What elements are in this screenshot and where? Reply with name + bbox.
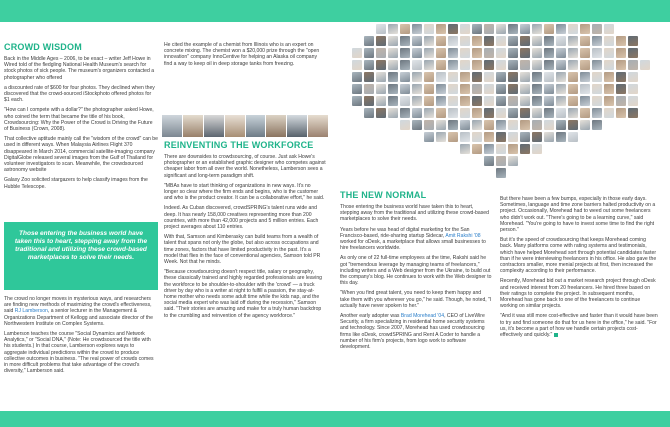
portrait-tile — [376, 24, 386, 34]
portrait-tile — [532, 72, 542, 82]
portrait-tile — [568, 36, 578, 46]
portrait-tile — [484, 48, 494, 58]
portrait-tile — [484, 24, 494, 34]
portrait-tile — [508, 156, 518, 166]
portrait-tile — [520, 48, 530, 58]
portrait-tile — [412, 36, 422, 46]
portrait-tile — [364, 96, 374, 106]
portrait-tile — [424, 36, 434, 46]
portrait-tile — [460, 36, 470, 46]
portrait-tile — [580, 72, 590, 82]
column-4 — [500, 196, 658, 342]
portrait-tile — [604, 72, 614, 82]
portrait-tile — [508, 84, 518, 94]
bottom-color-band — [0, 411, 670, 427]
paragraph: a discounted rate of $600 for four photos. They declined when they discovered that the crowd-sourced iStockphoto offered photos for $1 each. — [4, 84, 155, 104]
portrait-tile — [616, 96, 626, 106]
portrait-tile — [496, 48, 506, 58]
paragraph: The crowd no longer moves in mysterious ways, and researchers are finding new methods of maximizing the crowd's effectiveness, said RJ Lamberson, a senior lecturer in the Management & Organizations Department of Kellogg and associate director of the Northwestern Institute on Complex Systems. — [4, 296, 153, 327]
link-amit-rakshi[interactable]: Amit Rakshi '08 — [445, 232, 481, 239]
portrait-tile — [568, 24, 578, 34]
portrait-tile — [400, 72, 410, 82]
portrait-tile — [508, 144, 518, 154]
portrait-tile — [448, 96, 458, 106]
portrait-tile — [484, 96, 494, 106]
paragraph: There are downsides to crowdsourcing, of course. Just ask Howe's photographer or an established graphic designer who competes against cheaper labor from all over the world. Nonetheless, Lamberson sees a significant and long-term paradigm shift. — [164, 154, 326, 179]
portrait-tile — [568, 72, 578, 82]
portrait-tile — [424, 60, 434, 70]
portrait-tile — [580, 120, 590, 130]
portrait-tile — [412, 72, 422, 82]
portrait-tile — [520, 24, 530, 34]
portrait-tile — [388, 108, 398, 118]
portrait-tile — [604, 96, 614, 106]
link-brad-morehead[interactable]: Brad Morehead '04 — [400, 313, 445, 320]
portrait-tile — [352, 48, 362, 58]
portrait-tile — [568, 84, 578, 94]
portrait-tile — [352, 96, 362, 106]
portrait-tile — [388, 36, 398, 46]
portrait-tile — [424, 120, 434, 130]
paragraph: "How can I compete with a dollar?" the photographer asked Howe, who coined the term that became the title of his book, Crowdsourcing: Why the Power of the Crowd is Driving the Future of Business (Crown, 2008). — [4, 107, 154, 133]
top-color-band — [0, 0, 670, 22]
portrait-tile — [520, 96, 530, 106]
portrait-tile — [460, 108, 470, 118]
portrait-tile — [460, 132, 470, 142]
portrait-tile — [532, 96, 542, 106]
portrait-tile — [580, 84, 590, 94]
paragraph: "And it was still more cost-effective and faster than it would have been to try and find someone do that for us here in the office," he said. "For us, it's become a part of how we handle certain projects cost-effectively and quickly." — [500, 313, 658, 339]
portrait-tile — [604, 108, 614, 118]
portrait-tile — [412, 24, 422, 34]
portrait-tile — [508, 132, 518, 142]
paragraph: Years before he was head of digital marketing for the San Francisco-based, ride-sharing startup Sidecar, Amit Rakshi '08 worked for oDesk, a marketplace that allows small businesses to hire freelancers worldwide. — [340, 226, 486, 252]
photo — [162, 115, 182, 137]
portrait-tile — [496, 60, 506, 70]
portrait-tile — [532, 144, 542, 154]
portrait-tile — [412, 48, 422, 58]
portrait-tile — [412, 84, 422, 94]
portrait-tile — [616, 72, 626, 82]
portrait-tile — [568, 132, 578, 142]
portrait-tile — [508, 96, 518, 106]
link-rj-lamberson[interactable]: RJ Lamberson — [14, 308, 48, 315]
portrait-tile — [460, 48, 470, 58]
portrait-tile — [448, 108, 458, 118]
portrait-tile — [484, 120, 494, 130]
portrait-tile — [556, 96, 566, 106]
portrait-tile — [472, 108, 482, 118]
portrait-tile — [592, 84, 602, 94]
column-2 — [164, 42, 326, 71]
portrait-tile — [556, 108, 566, 118]
portrait-tile — [412, 60, 422, 70]
portrait-tile — [544, 60, 554, 70]
portrait-tile — [520, 144, 530, 154]
portrait-tile — [376, 36, 386, 46]
portrait-tile — [484, 132, 494, 142]
portrait-tile — [448, 72, 458, 82]
portrait-tile — [532, 60, 542, 70]
portrait-tile — [532, 84, 542, 94]
portrait-tile — [544, 120, 554, 130]
column-2-continued — [164, 140, 326, 323]
portrait-tile — [556, 48, 566, 58]
portrait-tile — [544, 84, 554, 94]
heading-reinventing-workforce: REINVENTING THE WORKFORCE — [164, 140, 314, 150]
portrait-tile — [436, 132, 446, 142]
portrait-tile — [472, 84, 482, 94]
portrait-tile — [388, 48, 398, 58]
portrait-tile — [364, 72, 374, 82]
pull-quote — [4, 222, 158, 290]
portrait-tile — [352, 72, 362, 82]
portrait-tile — [508, 72, 518, 82]
paragraph: That collective aptitude mainly call the "wisdom of the crowd" can be used in different ways. When Malaysia Airlines Flight 370 disappeared in March 2014, commercial satellite-imaging company DigitalGlobe released several images from the Gulf of Thailand for volunteer investigators to scan. Meanwhile, the crowdsourced astronomy website — [4, 136, 158, 174]
portrait-tile — [496, 36, 506, 46]
portrait-tile — [520, 72, 530, 82]
portrait-tile — [472, 48, 482, 58]
portrait-tile — [364, 84, 374, 94]
portrait-tile — [460, 72, 470, 82]
portrait-tile — [448, 120, 458, 130]
column-1-continued — [4, 296, 158, 378]
portrait-tile — [628, 96, 638, 106]
column-3 — [340, 190, 492, 354]
portrait-tile — [400, 48, 410, 58]
portrait-tile — [484, 72, 494, 82]
paragraph: Recently, Morehead bid out a market research project through oDesk and received interest from 20 freelancers. He hired three based on their ratings to complete the project. In subsequent months, Morehead has gone back to one of the freelancers to continue working on similar projects. — [500, 278, 656, 310]
portrait-tile — [388, 24, 398, 34]
portrait-tile — [364, 60, 374, 70]
portrait-tile — [604, 36, 614, 46]
portrait-tile — [628, 72, 638, 82]
portrait-tile — [508, 60, 518, 70]
portrait-tile — [508, 120, 518, 130]
portrait-tile — [508, 24, 518, 34]
portrait-tile — [412, 120, 422, 130]
photo — [246, 115, 266, 137]
portrait-tile — [400, 36, 410, 46]
portrait-tile — [544, 48, 554, 58]
portrait-tile — [412, 96, 422, 106]
portrait-tile — [496, 156, 506, 166]
portrait-tile — [448, 24, 458, 34]
portrait-tile — [544, 36, 554, 46]
portrait-tile — [388, 96, 398, 106]
portrait-tile — [520, 84, 530, 94]
portrait-tile — [580, 108, 590, 118]
portrait-tile — [532, 48, 542, 58]
portrait-tile — [544, 72, 554, 82]
portrait-tile — [388, 60, 398, 70]
heart-photo-mosaic — [340, 24, 658, 189]
portrait-tile — [544, 108, 554, 118]
paragraph: Lamberson teaches the course "Social Dynamics and Network Analytics," or "Social DNA," (Note: He crowdsourced the title with his students.) In that course, Lamberson explores ways to aggregate individual predictions within the crowd to produce collective outcomes in business. "The real power of crowds comes in more difficult problems that take advantage of the crowd's diversity," Lamberson said. — [4, 331, 154, 375]
portrait-tile — [496, 72, 506, 82]
portrait-tile — [376, 60, 386, 70]
portrait-tile — [496, 168, 506, 178]
photo — [225, 115, 245, 137]
portrait-tile — [400, 120, 410, 130]
portrait-tile — [388, 84, 398, 94]
portrait-tile — [484, 60, 494, 70]
portrait-tile — [400, 24, 410, 34]
portrait-tile — [424, 84, 434, 94]
portrait-tile — [520, 108, 530, 118]
portrait-tile — [628, 60, 638, 70]
portrait-tile — [604, 48, 614, 58]
portrait-tile — [484, 156, 494, 166]
portrait-tile — [436, 60, 446, 70]
portrait-tile — [472, 144, 482, 154]
portrait-tile — [472, 72, 482, 82]
portrait-tile — [532, 132, 542, 142]
portrait-tile — [436, 120, 446, 130]
heading-crowd-wisdom: CROWD WISDOM — [4, 42, 82, 52]
portrait-tile — [376, 84, 386, 94]
portrait-tile — [568, 60, 578, 70]
photo — [287, 115, 307, 137]
portrait-tile — [556, 84, 566, 94]
portrait-tile — [448, 60, 458, 70]
paragraph: "MBAs have to start thinking of organizations in new ways. It's no longer so clear where the firm ends and begins, who is the customer and who is the product creator. It can be a collaborative effort," he said. — [164, 182, 325, 202]
portrait-tile — [472, 24, 482, 34]
pull-quote-text: Those entering the business world have taken this to heart, stepping away from the traditional and utilizing these crowd-based marketplaces to solve their needs. — [14, 230, 148, 261]
portrait-tile — [460, 120, 470, 130]
portrait-tile — [436, 36, 446, 46]
portrait-tile — [448, 84, 458, 94]
portrait-tile — [472, 132, 482, 142]
portrait-tile — [496, 24, 506, 34]
portrait-tile — [556, 120, 566, 130]
portrait-tile — [424, 96, 434, 106]
portrait-tile — [448, 36, 458, 46]
portrait-tile — [544, 132, 554, 142]
portrait-tile — [400, 60, 410, 70]
portrait-tile — [628, 48, 638, 58]
portrait-tile — [592, 36, 602, 46]
portrait-tile — [436, 84, 446, 94]
portrait-tile — [436, 24, 446, 34]
portrait-tile — [412, 108, 422, 118]
portrait-tile — [604, 24, 614, 34]
portrait-tile — [592, 120, 602, 130]
portrait-tile — [616, 36, 626, 46]
portrait-tile — [520, 60, 530, 70]
portrait-tile — [544, 24, 554, 34]
portrait-tile — [532, 120, 542, 130]
portrait-tile — [580, 96, 590, 106]
paragraph: Galaxy Zoo solicited stargazers to help classify images from the Hubble Telescope. — [4, 177, 148, 190]
portrait-tile — [508, 48, 518, 58]
portrait-tile — [496, 108, 506, 118]
portrait-tile — [472, 120, 482, 130]
portrait-tile — [460, 144, 470, 154]
portrait-tile — [376, 48, 386, 58]
portrait-tile — [616, 48, 626, 58]
portrait-tile — [484, 144, 494, 154]
portrait-tile — [580, 60, 590, 70]
portrait-tile — [460, 60, 470, 70]
portrait-tile — [556, 36, 566, 46]
portrait-tile — [580, 24, 590, 34]
portrait-tile — [508, 36, 518, 46]
photo — [204, 115, 224, 137]
portrait-tile — [532, 36, 542, 46]
portrait-tile — [628, 108, 638, 118]
portrait-tile — [352, 84, 362, 94]
portrait-tile — [604, 84, 614, 94]
portrait-tile — [472, 60, 482, 70]
portrait-tile — [352, 60, 362, 70]
portrait-tile — [556, 132, 566, 142]
portrait-tile — [424, 108, 434, 118]
portrait-tile — [592, 108, 602, 118]
portrait-tile — [460, 84, 470, 94]
portrait-tile — [508, 108, 518, 118]
portrait-tile — [604, 60, 614, 70]
paragraph: Back in the Middle Ages – 2006, to be exact – writer Jeff Howe in Wired told of the fledgling National Health Museum's search for stock photos of sick people. The museum's organizers contacted a photographer who offered — [4, 56, 155, 81]
paragraph: With that, Samson and Kimberasky can build teams from a wealth of talent that spans not only the globe, but also across occupations and time zones, factors that have limited productivity in the past. It's a model that flies in the face of conventional agencies, Samson told PR Week. Not that he minds. — [164, 234, 321, 266]
end-of-article-icon — [554, 333, 558, 337]
portrait-tile — [424, 132, 434, 142]
portrait-tile — [472, 36, 482, 46]
portrait-tile — [616, 60, 626, 70]
portrait-tile — [448, 48, 458, 58]
portrait-tile — [424, 72, 434, 82]
paragraph: As only one of 22 full-time employees at the time, Rakshi said he got "tremendous leverage by managing teams of freelancers," including writers and a Web designer from the Ukraine, to build out the company's blog. He continues to work with the Web designer to this day. — [340, 255, 492, 287]
paragraph: But it's the speed of crowdsourcing that keeps Morehead coming back. Many platforms come with rating systems and testimonials, which have helped Morehead sort through potential candidates faster than if he were interviewing freelancers in his office. He also gave the contractors smaller, more menial projects at first, then increased the complexity according to their performance. — [500, 237, 657, 275]
portrait-tile — [376, 72, 386, 82]
portrait-tile — [532, 24, 542, 34]
portrait-tile — [376, 96, 386, 106]
portrait-tile — [592, 24, 602, 34]
column-1 — [4, 42, 158, 194]
portrait-tile — [364, 108, 374, 118]
portrait-tile — [580, 48, 590, 58]
portrait-tile — [616, 108, 626, 118]
photo — [308, 115, 328, 137]
portrait-tile — [580, 36, 590, 46]
portrait-tile — [544, 96, 554, 106]
portrait-tile — [496, 96, 506, 106]
portrait-tile — [556, 72, 566, 82]
portrait-tile — [388, 72, 398, 82]
portrait-tile — [628, 84, 638, 94]
portrait-tile — [436, 108, 446, 118]
portrait-tile — [364, 48, 374, 58]
portrait-tile — [628, 36, 638, 46]
portrait-tile — [592, 72, 602, 82]
paragraph: Another early adopter was Brad Morehead '04, CEO of LiveWire Security, a firm specializing in residential home security systems and technology. Since 2007, Morehead has used crowdsourcing firms like oDesk, crowdSPRING and Rent A Coder to handle a number of his firm's projects, from logo work to software development. — [340, 313, 485, 351]
portrait-tile — [496, 120, 506, 130]
portrait-tile — [484, 108, 494, 118]
portrait-tile — [400, 84, 410, 94]
portrait-tile — [556, 24, 566, 34]
portrait-tile — [592, 48, 602, 58]
workforce-photo-strip — [162, 115, 328, 137]
portrait-tile — [532, 108, 542, 118]
portrait-tile — [568, 108, 578, 118]
portrait-tile — [424, 24, 434, 34]
portrait-tile — [484, 84, 494, 94]
portrait-tile — [616, 84, 626, 94]
portrait-tile — [460, 96, 470, 106]
heading-new-normal: THE NEW NORMAL — [340, 190, 427, 200]
portrait-tile — [472, 96, 482, 106]
paragraph: He cited the example of a chemist from Illinois who is an expert on concrete mixing. The chemist won a $20,000 prize through the "open innovation" company InnoCentive for helping an Alaska oil company find a way to keep oil in deep storage tanks from freezing. — [164, 42, 320, 67]
paragraph: "Because crowdsourcing doesn't respect title, salary or geography, these classically trained and highly regarded professionals are leaving the workforce to be shoulder-to-shoulder with the 'crowd' — a truck driver by day who is a writer at night to fulfill a passion, the stay-at-home mother who needs some adult time while the kids nap, and the social media expert who was laid off during the recession," Samson said. "Their stories are amazing and make for a truly human backdrop to the crumbling and reinvention of the agency workforce." — [164, 269, 322, 319]
portrait-tile — [520, 120, 530, 130]
portrait-tile — [568, 120, 578, 130]
portrait-tile — [592, 96, 602, 106]
portrait-tile — [520, 36, 530, 46]
portrait-tile — [460, 24, 470, 34]
portrait-tile — [400, 96, 410, 106]
portrait-tile — [376, 108, 386, 118]
portrait-tile — [436, 96, 446, 106]
portrait-tile — [436, 48, 446, 58]
portrait-tile — [496, 84, 506, 94]
paragraph: "When you find great talent, you need to keep them happy and take them with you wherever you go," he said. Though, he noted, "I actually have never spoken to her." — [340, 290, 492, 309]
paragraph: But there have been a few bumps, especially in those early days. Sometimes, language and time zone barriers halted productivity on a project. Occasionally, Morehead had to weed out some freelancers who didn't work out. "There's going to be a learning curve," said Morehead. "You're going to have to invest some time to find the right person." — [500, 196, 656, 234]
portrait-tile — [496, 144, 506, 154]
paragraph: Those entering the business world have taken this to heart, stepping away from the traditional and utilizing these crowd-based marketplaces to solve their needs. — [340, 204, 489, 223]
portrait-tile — [556, 60, 566, 70]
portrait-tile — [496, 132, 506, 142]
portrait-tile — [424, 48, 434, 58]
photo — [183, 115, 203, 137]
portrait-tile — [592, 60, 602, 70]
photo — [266, 115, 286, 137]
paragraph: Indeed. As Cuban discovered, crowdSPRING's talent runs wide and deep. It has nearly 158,000 creatives representing more than 200 countries, with more than 42,000 projects and 5 million entries. Each project averages about 110 entries. — [164, 205, 319, 231]
portrait-tile — [520, 132, 530, 142]
portrait-tile — [568, 48, 578, 58]
portrait-tile — [364, 36, 374, 46]
portrait-tile — [400, 108, 410, 118]
portrait-tile — [484, 36, 494, 46]
portrait-tile — [436, 72, 446, 82]
portrait-tile — [568, 96, 578, 106]
portrait-tile — [448, 132, 458, 142]
portrait-tile — [640, 60, 650, 70]
